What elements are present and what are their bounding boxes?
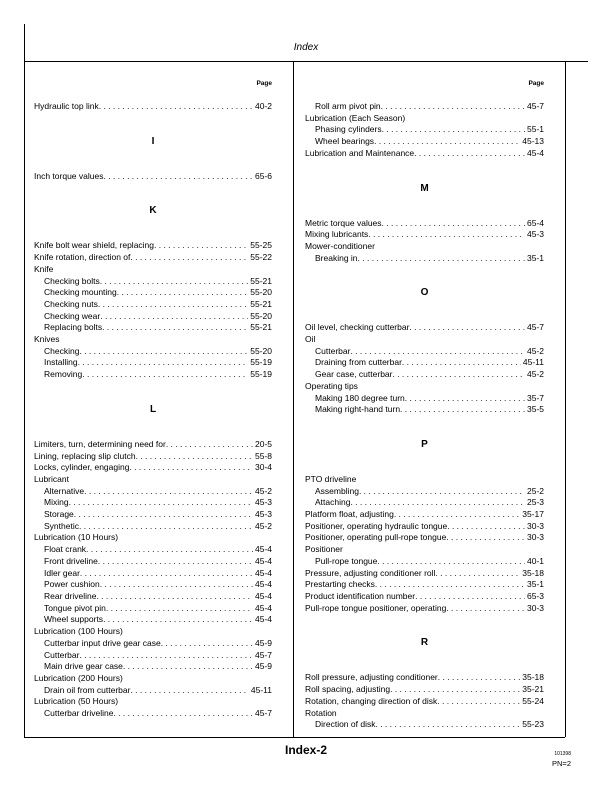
index-entry	[34, 311, 272, 323]
index-entry-page: 25-3	[526, 497, 544, 508]
index-entry-text: Positioner	[305, 544, 343, 555]
index-entry-page: 25-2	[526, 485, 544, 496]
index-entry	[305, 696, 544, 708]
index-entry-text: Knife rotation, direction of	[34, 252, 131, 263]
index-entry-text: Cutterbar	[44, 649, 80, 660]
index-entry	[305, 393, 544, 405]
dot-leader	[69, 497, 253, 509]
index-entry-text: Cutterbar input drive gear case	[44, 637, 161, 648]
index-entry	[305, 603, 544, 615]
index-entry	[305, 369, 544, 381]
index-entry-page: 45-4	[254, 544, 272, 555]
index-entry-text: Hydraulic top link	[34, 101, 99, 111]
index-entry-page: 55-19	[250, 357, 272, 368]
index-entry	[305, 672, 544, 684]
dot-leader	[437, 696, 520, 708]
index-entry	[305, 124, 544, 136]
column-border-left	[24, 62, 25, 737]
index-entry	[305, 404, 544, 416]
index-entry-text: Rotation	[305, 707, 337, 718]
index-entry-text: Lining, replacing slip clutch	[34, 450, 136, 461]
index-entry-page: 55-21	[250, 322, 272, 333]
index-entry	[34, 334, 272, 346]
index-entry-text: Rear driveline	[44, 590, 97, 601]
index-entry-text: Lubrication (Each Season)	[305, 112, 406, 123]
index-entry-page: 35-17	[522, 509, 544, 520]
index-entry-text: Float crank	[44, 544, 87, 555]
index-entry-text: Pressure, adjusting conditioner roll	[305, 567, 436, 578]
dot-leader	[100, 311, 248, 323]
index-entry-text: Tongue pivot pin	[44, 602, 106, 613]
index-entry-page: 55-22	[250, 252, 272, 263]
index-entry	[305, 113, 544, 125]
index-entry	[34, 708, 272, 720]
index-entry	[305, 218, 544, 230]
left-top-entries	[34, 101, 272, 113]
index-entry-page: 45-11	[522, 357, 544, 368]
dot-leader	[435, 568, 520, 580]
index-entry-page: 45-4	[254, 567, 272, 578]
dot-leader	[78, 357, 249, 369]
index-entry	[34, 240, 272, 252]
section-p-entries	[305, 474, 544, 614]
index-entry-text: Replacing bolts	[44, 322, 103, 333]
dot-leader	[161, 638, 253, 650]
section-l-entries	[34, 439, 272, 720]
index-entry-text: Checking	[44, 345, 80, 356]
index-entry	[305, 474, 544, 486]
section-i-entries	[34, 171, 272, 183]
dot-leader	[113, 708, 253, 720]
index-entry	[34, 591, 272, 603]
index-entry-text: Removing	[44, 369, 83, 380]
index-entry	[305, 544, 544, 556]
index-entry-page: 35-1	[526, 252, 544, 263]
document-code: 101398	[554, 751, 571, 757]
dot-leader	[394, 509, 520, 521]
index-entry	[34, 626, 272, 638]
index-entry-page: 45-4	[254, 602, 272, 613]
index-entry	[34, 568, 272, 580]
index-entry-text: Oil	[305, 334, 316, 345]
column-border-middle	[293, 62, 294, 737]
index-entry	[34, 673, 272, 685]
index-entry-page: 45-13	[522, 136, 544, 147]
index-entry-text: Rotation, changing direction of disk	[305, 695, 438, 706]
index-entry-text: Knife	[34, 263, 54, 274]
index-entry	[305, 684, 544, 696]
dot-leader	[136, 451, 253, 463]
dot-leader	[129, 462, 253, 474]
index-entry-page: 55-1	[526, 124, 544, 135]
index-entry-page: 45-9	[254, 637, 272, 648]
dot-leader	[382, 124, 525, 136]
dot-leader	[103, 171, 253, 183]
dot-leader	[123, 661, 253, 673]
index-entry-page: 45-2	[526, 369, 544, 380]
right-top-entries	[305, 101, 544, 160]
dot-leader	[400, 404, 525, 416]
index-entry-text: Lubrication (200 Hours)	[34, 672, 123, 683]
dot-leader	[374, 136, 520, 148]
page-header-title: Index	[293, 42, 319, 53]
index-entry-text: Metric torque values	[305, 217, 382, 228]
index-entry-page: 40-1	[526, 555, 544, 566]
dot-leader	[100, 276, 248, 288]
dot-leader	[402, 357, 521, 369]
dot-leader	[358, 253, 525, 265]
dot-leader	[79, 650, 253, 662]
index-entry	[34, 638, 272, 650]
index-entry	[34, 474, 272, 486]
index-entry	[34, 486, 272, 498]
dot-leader	[359, 486, 525, 498]
section-heading-p: P	[421, 438, 428, 450]
index-entry	[305, 521, 544, 533]
dot-leader	[409, 322, 525, 334]
header-rule	[24, 61, 588, 62]
index-entry-text: Mixing lubricants	[305, 229, 369, 240]
index-entry-page: 45-7	[254, 708, 272, 719]
section-heading-i: I	[151, 135, 155, 147]
index-entry-page: 45-4	[526, 147, 544, 158]
index-entry-page: 45-2	[526, 345, 544, 356]
index-entry-page: 45-4	[254, 555, 272, 566]
index-entry-page: 55-19	[250, 369, 272, 380]
dot-leader	[117, 287, 248, 299]
index-entry	[34, 357, 272, 369]
index-entry-page: 45-2	[254, 520, 272, 531]
index-entry	[305, 357, 544, 369]
dot-leader	[79, 346, 248, 358]
dot-leader	[438, 672, 520, 684]
index-entry	[34, 532, 272, 544]
index-entry	[34, 650, 272, 662]
index-entry-page: 55-23	[522, 719, 544, 730]
right-column	[305, 78, 544, 731]
index-entry	[34, 276, 272, 288]
index-entry-text: Alternative	[44, 485, 85, 496]
index-entry-text: Roll spacing, adjusting	[305, 684, 391, 695]
dot-leader	[154, 240, 248, 252]
index-entry-page: 45-2	[254, 485, 272, 496]
dot-leader	[414, 148, 525, 160]
index-entry-page: 65-6	[254, 170, 272, 181]
index-entry-text: Cutterbar driveline	[44, 708, 114, 719]
page-column-label: Page	[528, 80, 544, 87]
dot-leader	[99, 101, 253, 113]
index-entry-text: Synthetic	[44, 520, 79, 531]
index-entry-text: Assembling	[315, 485, 359, 496]
index-entry-text: Positioner, operating hydraulic tongue	[305, 520, 448, 531]
section-heading-r: R	[420, 637, 429, 649]
dot-leader	[84, 486, 253, 498]
index-entry-page: 35-5	[526, 404, 544, 415]
index-entry	[34, 696, 272, 708]
dot-leader	[106, 603, 253, 615]
dot-leader	[130, 685, 248, 697]
index-entry-text: Roll arm pivot pin	[315, 101, 381, 111]
dot-leader	[375, 579, 525, 591]
index-entry-text: Phasing cylinders	[315, 124, 382, 135]
index-entry-text: Attaching	[315, 497, 351, 508]
index-entry	[34, 171, 272, 183]
dot-leader	[80, 568, 253, 580]
index-entry-page: 65-4	[526, 217, 544, 228]
dot-leader	[377, 556, 525, 568]
index-entry-text: Prestarting checks	[305, 579, 375, 590]
dot-leader	[447, 521, 525, 533]
index-entry-text: Checking bolts	[44, 275, 100, 286]
dot-leader	[368, 229, 525, 241]
index-entry	[305, 381, 544, 393]
index-entry-page: 20-5	[254, 438, 272, 449]
dot-leader	[390, 684, 520, 696]
index-entry	[34, 521, 272, 533]
dot-leader	[415, 591, 525, 603]
index-entry	[34, 264, 272, 276]
dot-leader	[102, 322, 248, 334]
index-entry-text: Installing	[44, 357, 78, 368]
index-entry-text: Checking nuts	[44, 298, 98, 309]
index-entry-page: 35-1	[526, 579, 544, 590]
index-entry-page: 45-7	[254, 649, 272, 660]
index-entry-text: Wheel bearings	[315, 136, 375, 147]
index-entry-text: Locks, cylinder, engaging	[34, 462, 130, 473]
index-entry	[34, 544, 272, 556]
index-entry-page: 45-3	[526, 229, 544, 240]
index-entry-text: Main drive gear case	[44, 661, 123, 672]
index-entry-text: Lubricant	[34, 473, 69, 484]
index-entry	[305, 148, 544, 160]
index-entry	[305, 556, 544, 568]
index-entry-page: 55-24	[522, 695, 544, 706]
index-entry	[34, 322, 272, 334]
index-entry-page: 55-21	[250, 298, 272, 309]
dot-leader	[79, 521, 253, 533]
index-entry-text: Making 180 degree turn	[315, 392, 405, 403]
index-entry	[34, 101, 272, 113]
index-entry-text: PTO driveline	[305, 473, 357, 484]
index-entry	[34, 252, 272, 264]
index-entry-text: Platform float, adjusting	[305, 509, 394, 520]
index-entry-text: Pull-rope tongue positioner, operating	[305, 602, 447, 613]
index-entry-text: Idler gear	[44, 567, 80, 578]
dot-leader	[98, 299, 248, 311]
index-entry-page: 55-20	[250, 345, 272, 356]
index-entry-text: Storage	[44, 509, 74, 520]
index-entry	[34, 556, 272, 568]
index-entry-text: Cutterbar	[315, 345, 351, 356]
index-entry	[305, 101, 544, 113]
index-entry-page: 45-4	[254, 579, 272, 590]
index-entry	[34, 287, 272, 299]
dot-leader	[446, 603, 525, 615]
dot-leader	[82, 369, 248, 381]
dot-leader	[98, 556, 253, 568]
index-entry	[305, 568, 544, 580]
index-entry	[305, 322, 544, 334]
index-entry-text: Oil level, checking cutterbar	[305, 322, 410, 333]
column-border-right	[565, 62, 566, 737]
index-entry-page: 55-20	[250, 310, 272, 321]
index-entry	[34, 346, 272, 358]
index-entry	[305, 334, 544, 346]
index-entry-page: 45-7	[526, 322, 544, 333]
index-entry-text: Direction of disk	[315, 719, 376, 730]
index-entry-text: Lubrication (100 Hours)	[34, 626, 123, 637]
section-o-entries	[305, 322, 544, 416]
index-entry-text: Lubrication (10 Hours)	[34, 532, 119, 543]
index-entry-text: Breaking in	[315, 252, 358, 263]
index-entry	[305, 579, 544, 591]
index-entry-page: 55-21	[250, 275, 272, 286]
index-entry-text: Lubrication (50 Hours)	[34, 696, 119, 707]
index-entry-page: 55-20	[250, 287, 272, 298]
dot-leader	[392, 369, 525, 381]
index-entry-text: Inch torque values	[34, 170, 104, 181]
dot-leader	[96, 591, 253, 603]
index-entry-page: 45-9	[254, 661, 272, 672]
index-entry-text: Positioner, operating pull-rope tongue	[305, 532, 447, 543]
index-entry-text: Product identification number	[305, 590, 416, 601]
index-entry-page: 35-18	[522, 567, 544, 578]
section-heading-l: L	[149, 403, 157, 415]
dot-leader	[381, 101, 525, 113]
index-entry-page: 45-3	[254, 509, 272, 520]
index-entry-text: Knife bolt wear shield, replacing	[34, 240, 155, 251]
index-entry-page: 35-18	[522, 672, 544, 683]
section-k-entries	[34, 240, 272, 380]
index-entry-text: Mixing	[44, 497, 69, 508]
dot-leader	[446, 532, 525, 544]
page-number: PN=2	[552, 759, 571, 768]
index-entry	[34, 614, 272, 626]
index-entry-page: 55-25	[250, 240, 272, 251]
index-entry	[34, 299, 272, 311]
dot-leader	[382, 218, 525, 230]
index-entry-page: 35-7	[526, 392, 544, 403]
index-entry	[34, 439, 272, 451]
index-entry	[305, 591, 544, 603]
index-entry-page: 45-3	[254, 497, 272, 508]
dot-leader	[375, 719, 520, 731]
index-entry-page: 30-3	[526, 602, 544, 613]
index-entry-text: Pull-rope tongue	[315, 555, 378, 566]
section-heading-k: K	[149, 205, 157, 217]
dot-leader	[405, 393, 525, 405]
index-entry-text: Roll pressure, adjusting conditioner	[305, 672, 438, 683]
index-entry	[34, 603, 272, 615]
index-entry-text: Power cushion	[44, 579, 100, 590]
page-column-label: Page	[256, 80, 272, 87]
section-heading-o: O	[420, 287, 429, 299]
index-entry	[34, 685, 272, 697]
dot-leader	[350, 497, 525, 509]
dot-leader	[103, 614, 253, 626]
dot-leader	[166, 439, 253, 451]
index-entry-text: Checking mounting	[44, 287, 117, 298]
index-entry	[34, 451, 272, 463]
index-entry	[34, 661, 272, 673]
page-footer-title: Index-2	[284, 743, 327, 757]
index-entry	[34, 369, 272, 381]
index-entry-text: Front driveline	[44, 555, 98, 566]
section-heading-m: M	[420, 182, 429, 194]
index-entry	[305, 708, 544, 720]
index-entry-page: 45-11	[250, 684, 272, 695]
dot-leader	[130, 252, 248, 264]
index-entry	[305, 253, 544, 265]
index-entry-text: Drain oil from cutterbar	[44, 684, 131, 695]
index-entry	[34, 579, 272, 591]
index-entry-page: 65-3	[526, 590, 544, 601]
bottom-rule	[24, 737, 565, 738]
index-entry-text: Wheel supports	[44, 614, 104, 625]
index-entry-page: 40-2	[254, 101, 272, 111]
dot-leader	[74, 509, 253, 521]
index-entry-page: 35-21	[522, 684, 544, 695]
section-m-entries	[305, 218, 544, 265]
index-entry-page: 30-3	[526, 520, 544, 531]
index-entry	[305, 229, 544, 241]
index-entry	[305, 497, 544, 509]
dot-leader	[86, 544, 253, 556]
section-r-entries	[305, 672, 544, 731]
index-entry	[305, 241, 544, 253]
index-entry	[34, 462, 272, 474]
index-entry	[34, 497, 272, 509]
index-entry	[305, 346, 544, 358]
index-entry-text: Operating tips	[305, 380, 358, 391]
index-entry	[34, 509, 272, 521]
index-entry	[305, 486, 544, 498]
index-entry-page: 45-7	[526, 101, 544, 111]
left-column	[34, 78, 272, 720]
index-entry-page: 55-8	[254, 450, 272, 461]
index-entry-text: Draining from cutterbar	[315, 357, 402, 368]
index-entry	[305, 136, 544, 148]
index-entry-page: 45-4	[254, 590, 272, 601]
index-entry-page: 30-4	[254, 462, 272, 473]
index-entry-text: Mower-conditioner	[305, 240, 375, 251]
index-entry-text: Lubrication and Maintenance	[305, 147, 415, 158]
index-entry-text: Knives	[34, 334, 60, 345]
index-entry-page: 30-3	[526, 532, 544, 543]
index-entry	[305, 719, 544, 731]
index-entry-page: 45-4	[254, 614, 272, 625]
index-entry	[305, 509, 544, 521]
dot-leader	[100, 579, 253, 591]
index-entry-text: Checking wear	[44, 310, 101, 321]
index-entry-text: Gear case, cutterbar	[315, 369, 393, 380]
dot-leader	[350, 346, 525, 358]
index-entry-text: Limiters, turn, determining need for	[34, 438, 166, 449]
index-entry	[305, 532, 544, 544]
index-entry-text: Making right-hand turn	[315, 404, 401, 415]
